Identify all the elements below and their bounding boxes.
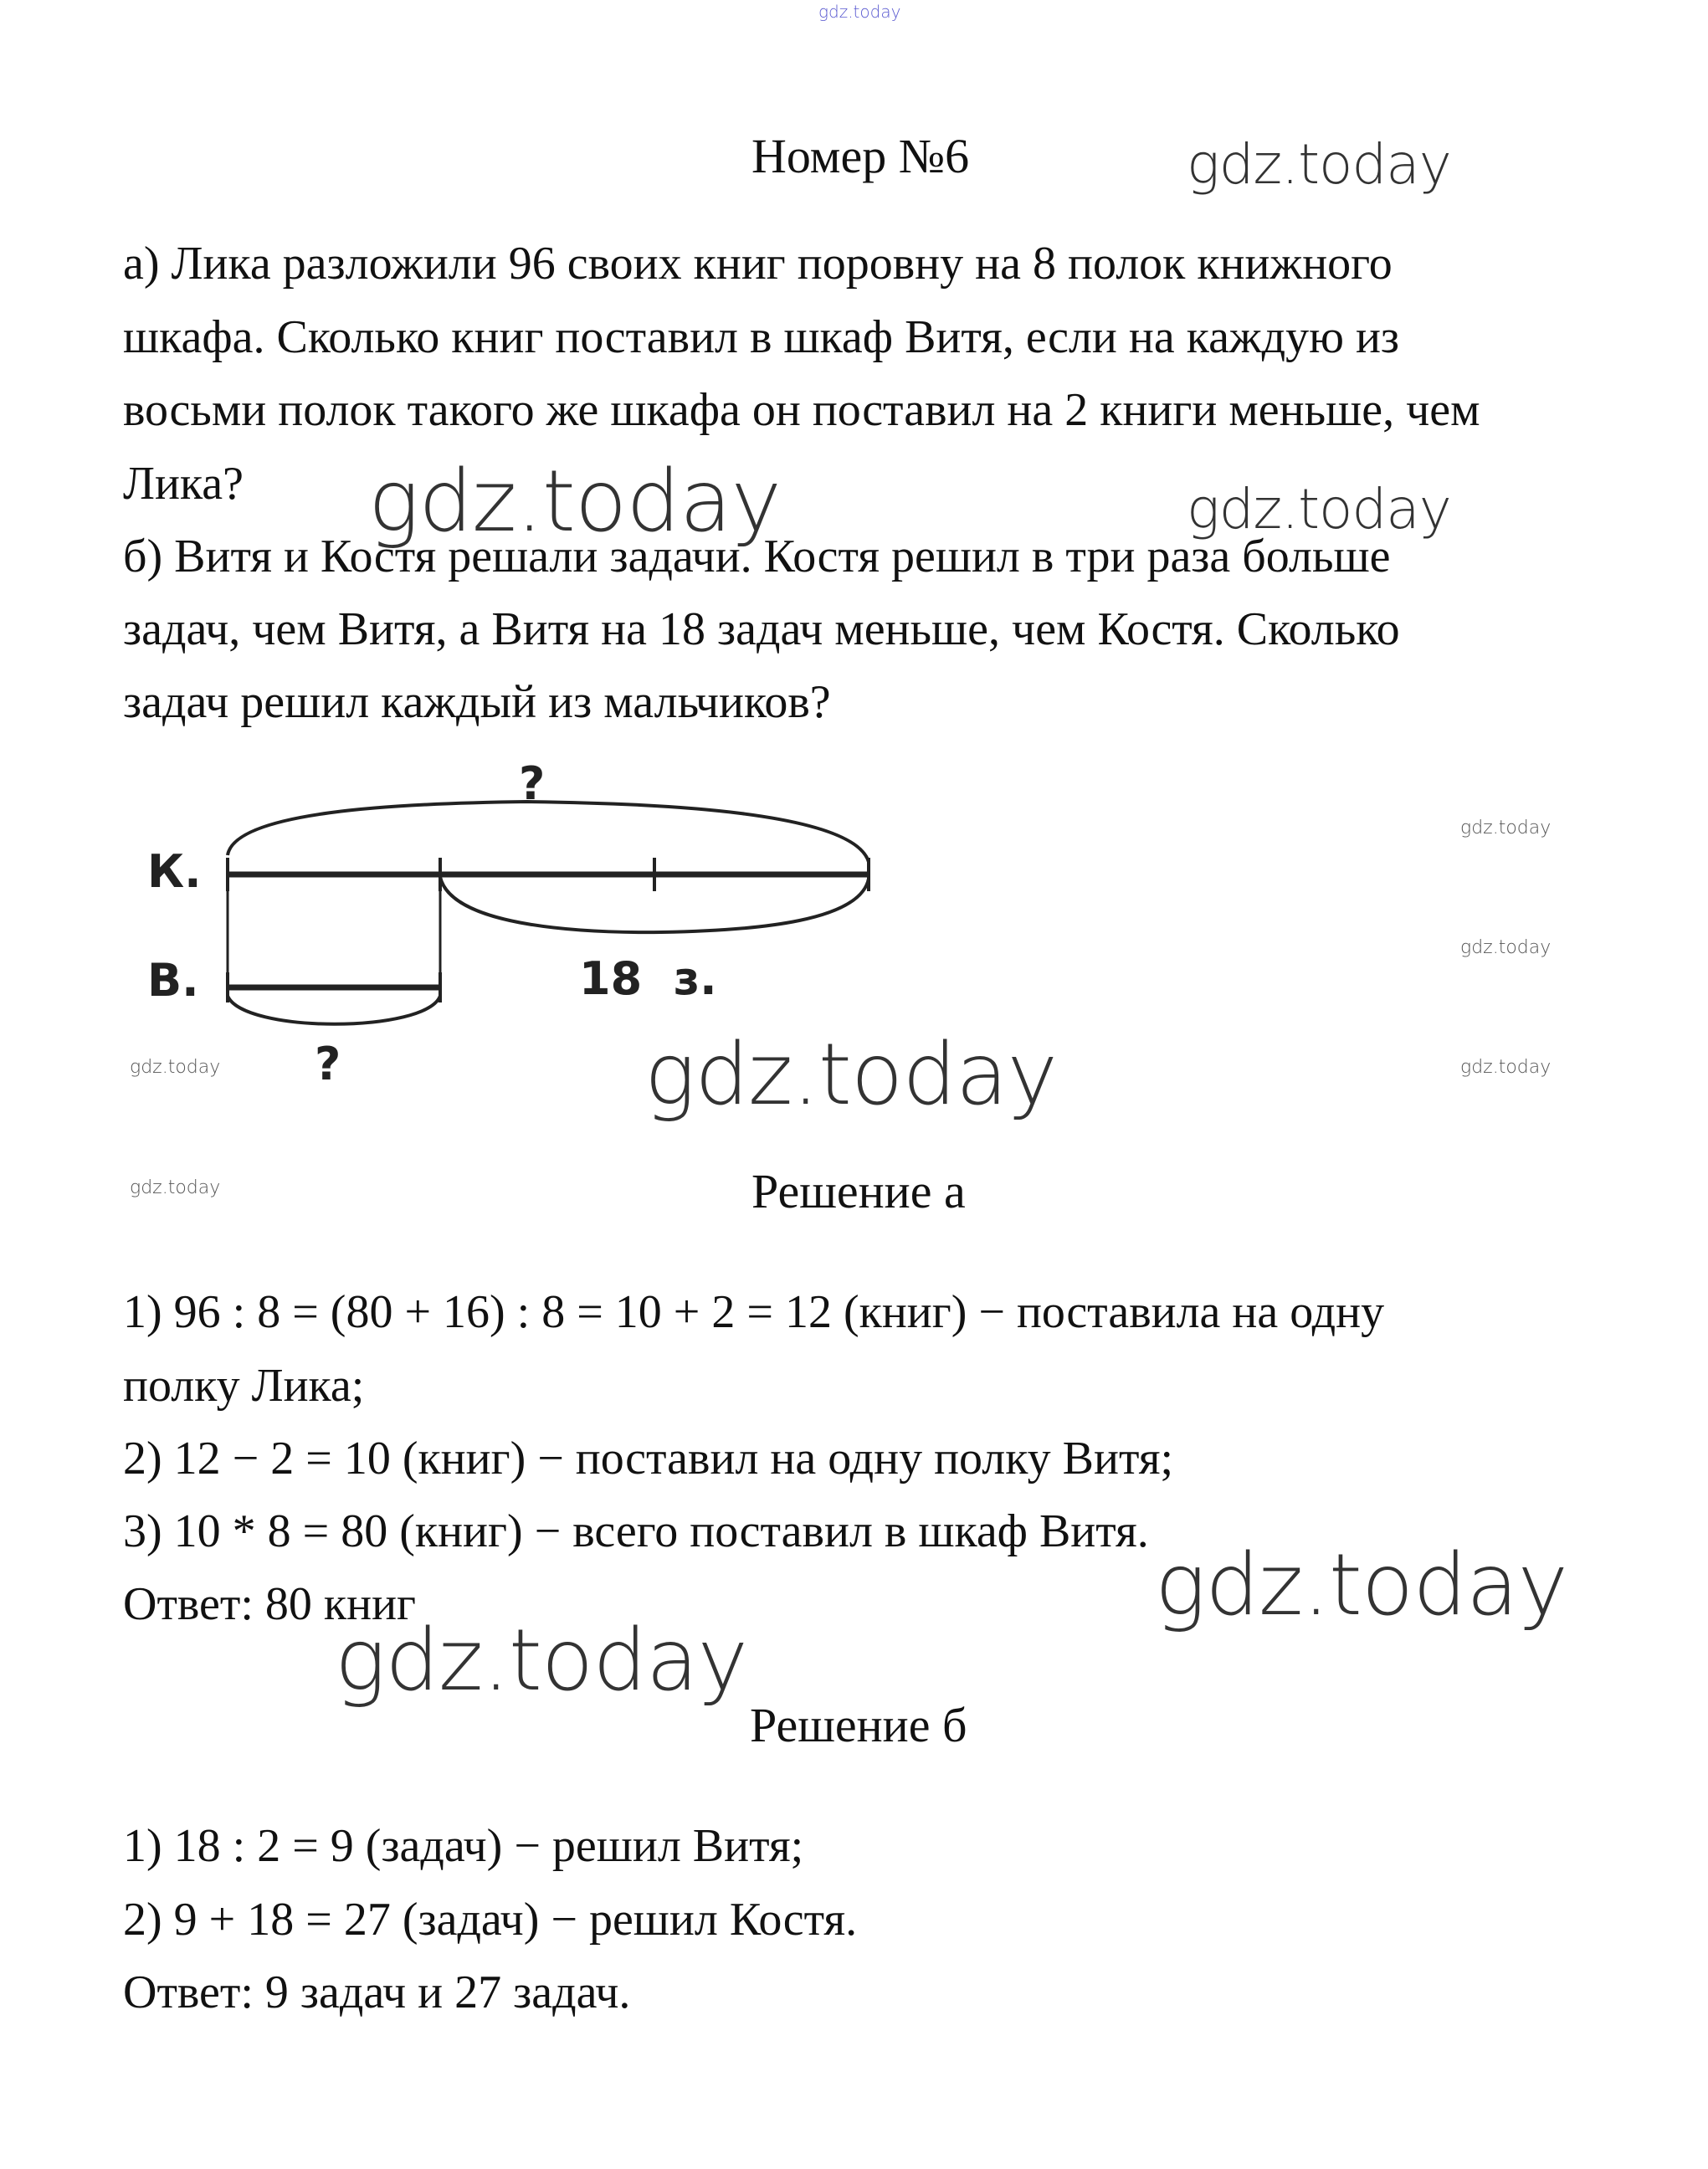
watermark-large-2: gdz.today [644, 1025, 1057, 1125]
solution-b-answer: Ответ: 9 задач и 27 задач. [123, 1966, 631, 2018]
problem-b-line-1: б) Витя и Костя решали задачи. Костя решил в три раза больше [123, 531, 1391, 582]
solution-b-line-2: 2) 9 + 18 = 27 (задач) − решил Костя. [123, 1894, 858, 1946]
problem-a-line-1: а) Лика разложили 96 своих книг поровну на 8 полок книжного [123, 238, 1393, 290]
problem-a-line-3: восьми полок такого же шкафа он поставил на 2 книги меньше, чем [123, 384, 1480, 436]
diagram-question-bottom: ? [315, 1038, 341, 1090]
problem-a-line-2: шкафа. Сколько книг поставил в шкаф Витя, если на каждую из [123, 311, 1400, 363]
watermark-top: gdz.today [818, 2, 901, 22]
diagram-label-v: В. [147, 954, 199, 1007]
watermark-small-5: gdz.today [130, 1177, 221, 1198]
problem-b-line-3: задач решил каждый из мальчиков? [123, 676, 831, 728]
solution-a-line-4: 3) 10 * 8 = 80 (книг) − всего поставил в шкаф Витя. [123, 1505, 1149, 1557]
solution-a-line-1: 1) 96 : 8 = (80 + 16) : 8 = 10 + 2 = 12 (книг) − поставила на одну [123, 1286, 1385, 1338]
diagram-label-k: К. [147, 845, 202, 898]
page-title: Номер №6 [751, 129, 970, 183]
watermark-large-3: gdz.today [1155, 1536, 1567, 1635]
solution-a-answer: Ответ: 80 книг [123, 1578, 417, 1630]
watermark-medium-1: gdz.today [1187, 477, 1451, 541]
brace-v [228, 996, 440, 1024]
watermark-large-1: gdz.today [368, 452, 781, 551]
brace-total-k [228, 802, 869, 862]
solution-b-line-1: 1) 18 : 2 = 9 (задач) − решил Витя; [123, 1820, 804, 1872]
solution-b-title: Решение б [750, 1698, 967, 1752]
watermark-header: gdz.today [1187, 132, 1451, 197]
problem-b-line-2: задач, чем Витя, а Витя на 18 задач меньше, чем Костя. Сколько [123, 603, 1400, 655]
diagram-question-top: ? [519, 757, 546, 810]
diagram-difference-label: 18 з. [579, 952, 717, 1005]
watermark-small-4: gdz.today [1460, 1057, 1552, 1078]
watermark-small-1: gdz.today [1460, 818, 1552, 838]
watermark-large-4: gdz.today [335, 1611, 747, 1710]
watermark-small-3: gdz.today [130, 1057, 221, 1078]
problem-a-line-4: Лика? [123, 458, 244, 510]
solution-a-title: Решение а [751, 1164, 966, 1218]
watermark-small-2: gdz.today [1460, 937, 1552, 958]
solution-a-line-3: 2) 12 − 2 = 10 (книг) − поставил на одну полку Витя; [123, 1433, 1174, 1484]
solution-a-line-2: полку Лика; [123, 1360, 365, 1412]
